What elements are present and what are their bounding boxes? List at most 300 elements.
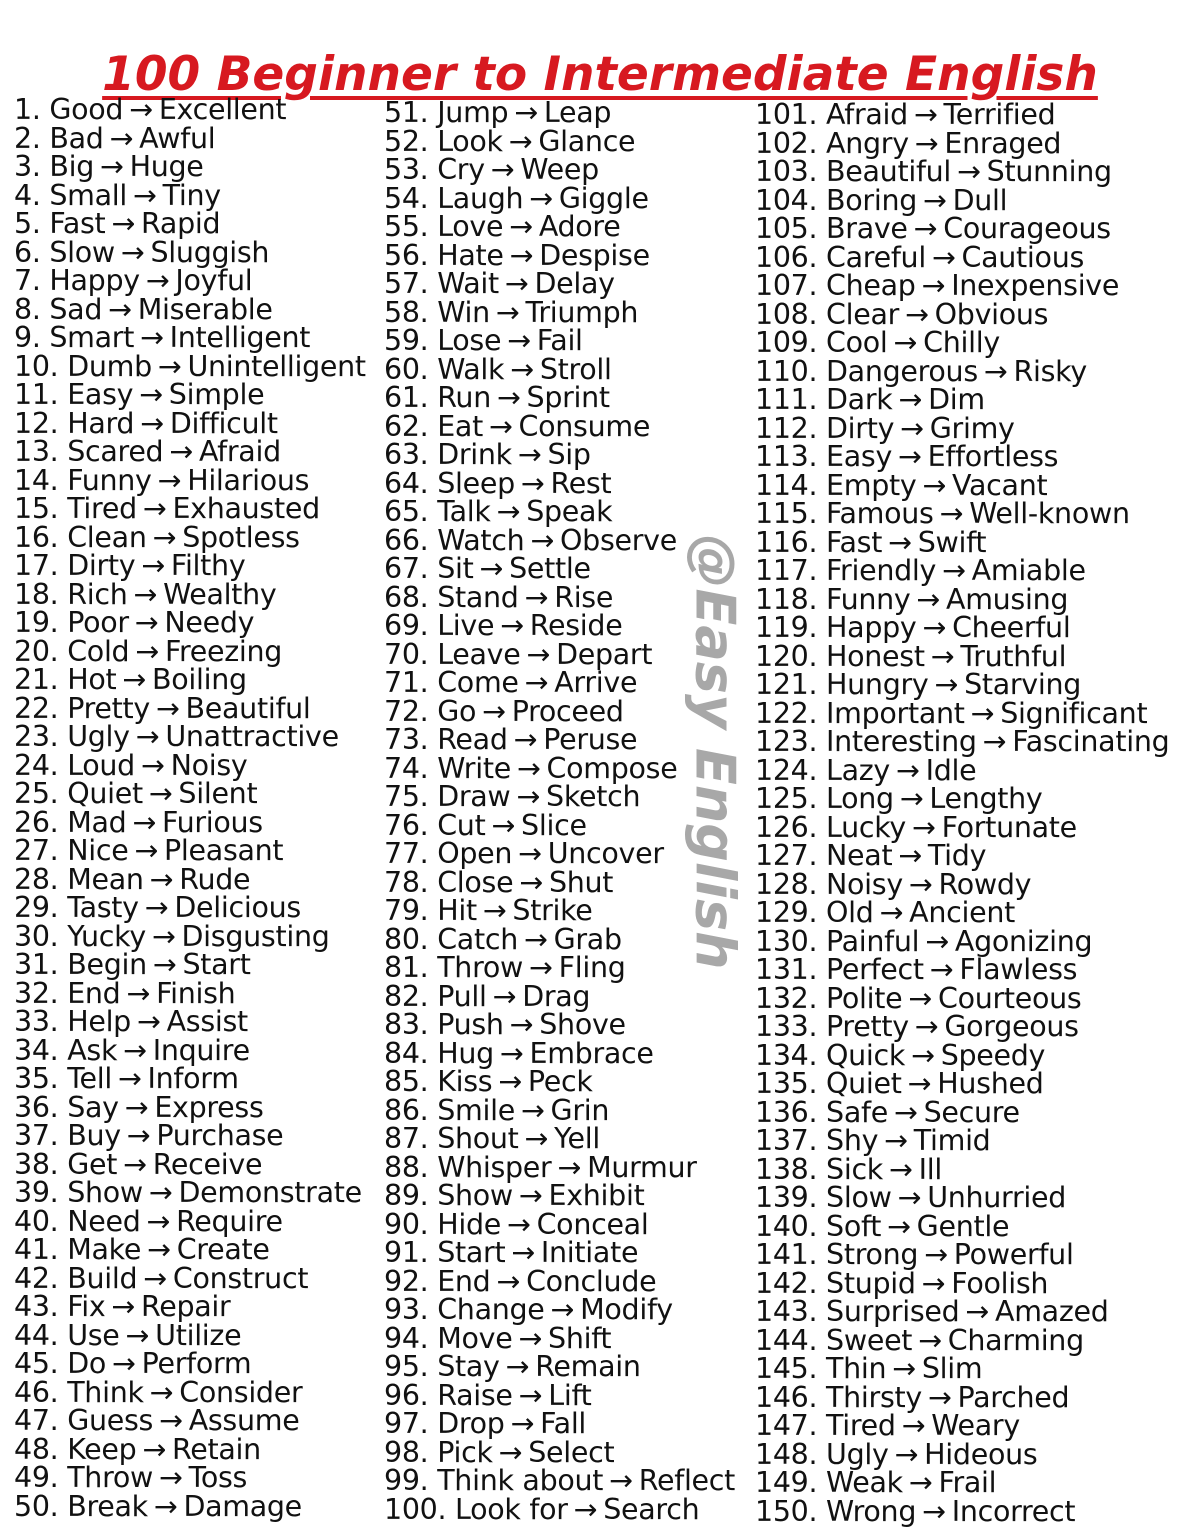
item-number: 13. [14,435,59,468]
basic-word: Funny [67,463,152,497]
item-number: 114. [755,468,818,502]
basic-word: Draw [437,780,511,813]
arrow-icon: → [924,1238,948,1271]
advanced-word: Delicious [174,891,301,924]
basic-word: Beautiful [826,155,952,188]
item-number: 69. [384,609,429,642]
basic-word: Show [67,1176,143,1209]
arrow-icon: → [923,183,947,217]
word-pair-item [384,523,735,557]
arrow-icon: → [140,406,164,440]
word-pair-item [384,1065,735,1098]
arrow-icon: → [912,810,936,844]
word-pair-item [384,609,735,642]
word-pair-item [14,1147,366,1181]
item-number: 41. [14,1233,59,1266]
basic-word: Hard [67,406,135,440]
basic-word: Old [826,896,874,929]
basic-word: Mean [67,862,144,896]
advanced-word: Speak [526,495,613,528]
arrow-icon: → [122,663,146,696]
word-pair-item [755,1209,1169,1243]
word-pair-item [384,951,735,984]
advanced-word: Amazed [995,1295,1109,1328]
advanced-word: Toss [188,1461,248,1494]
advanced-word: Rapid [141,207,221,240]
word-pair-item [755,240,1169,274]
arrow-icon: → [529,181,553,215]
basic-word: Win [437,295,490,329]
word-pair-item [755,639,1169,673]
arrow-icon: → [889,1152,913,1186]
word-pair-item [384,780,735,813]
item-number: 72. [384,694,429,728]
word-pair-item [384,1264,735,1298]
advanced-word: Depart [556,637,653,671]
word-pair-item [755,155,1169,188]
item-number: 97. [384,1407,429,1440]
basic-word: Dirty [67,549,136,582]
basic-word: Sleep [437,466,515,500]
advanced-word: Retain [172,1432,261,1466]
basic-word: Sad [49,292,103,326]
arrow-icon: → [111,1290,136,1323]
arrow-icon: → [925,924,949,958]
item-number: 121. [755,668,818,701]
word-pair-item [14,492,366,525]
basic-word: Drink [437,438,512,471]
advanced-word: Reflect [638,1464,736,1497]
word-list-column-2 [384,96,736,1526]
item-number: 44. [14,1318,59,1352]
word-pair-item [14,1204,366,1238]
item-number: 124. [755,753,818,787]
advanced-word: Perform [141,1347,252,1380]
basic-word: Soft [826,1209,882,1243]
arrow-icon: → [514,96,538,129]
advanced-word: Express [154,1090,264,1124]
item-number: 59. [384,324,429,357]
item-number: 146. [755,1380,818,1414]
item-number: 17. [14,549,59,582]
item-number: 55. [384,210,429,243]
advanced-word: Dim [928,383,985,416]
arrow-icon: → [914,1010,939,1043]
arrow-icon: → [908,1466,933,1499]
basic-word: Big [49,150,95,183]
arrow-icon: → [111,207,136,240]
advanced-word: Conceal [536,1207,649,1241]
advanced-word: Sip [547,438,591,471]
item-number: 86. [384,1093,429,1127]
basic-word: Talk [437,495,491,528]
arrow-icon: → [153,1489,178,1523]
advanced-word: Speedy [940,1038,1046,1072]
item-number: 65. [384,495,429,528]
item-number: 125. [755,782,818,815]
item-number: 82. [384,979,429,1013]
word-pair-item [14,1176,366,1209]
word-pair-item [755,924,1169,958]
basic-word: Guess [67,1404,154,1437]
advanced-word: Damage [183,1489,302,1523]
basic-word: Wrong [826,1494,917,1528]
item-number: 127. [755,839,818,872]
arrow-icon: → [911,1038,935,1072]
item-number: 87. [384,1122,429,1155]
arrow-icon: → [916,582,941,616]
advanced-word: Embrace [529,1036,654,1070]
word-pair-item [755,1352,1169,1385]
advanced-word: Simple [168,378,265,411]
advanced-word: Secure [923,1095,1020,1129]
arrow-icon: → [517,438,542,471]
item-number: 100. [384,1492,447,1526]
basic-word: Poor [67,606,129,639]
word-pair-item [755,354,1169,388]
advanced-word: Select [528,1435,615,1469]
arrow-icon: → [901,1409,926,1442]
advanced-word: Exhausted [172,492,320,525]
basic-word: Ask [67,1033,118,1067]
advanced-word: Powerful [953,1238,1074,1271]
advanced-word: Amusing [946,582,1069,616]
basic-word: Lazy [826,753,890,787]
item-number: 94. [384,1321,429,1355]
arrow-icon: → [511,1236,535,1269]
basic-word: Painful [826,924,920,958]
word-pair-item [384,808,735,842]
item-number: 11. [14,378,59,411]
word-pair-item [755,782,1169,815]
arrow-icon: → [479,552,504,585]
arrow-icon: → [169,435,193,468]
arrow-icon: → [894,1437,919,1471]
item-number: 64. [384,466,429,500]
word-pair-item [755,668,1169,701]
advanced-word: Afraid [198,435,281,468]
advanced-word: Cautious [961,240,1084,274]
item-number: 113. [755,440,818,473]
item-number: 5. [14,207,41,240]
word-pair-item [14,634,366,668]
word-pair-item [384,552,735,585]
item-number: 37. [14,1119,59,1152]
item-number: 15. [14,492,59,525]
word-pair-item [14,463,366,497]
advanced-word: Inform [147,1062,239,1095]
basic-word: Clear [826,297,900,331]
item-number: 137. [755,1124,818,1157]
item-number: 123. [755,725,818,758]
arrow-icon: → [513,723,538,756]
advanced-word: Grin [550,1093,610,1127]
basic-word: Long [826,782,894,815]
arrow-icon: → [149,862,174,896]
item-number: 21. [14,663,59,696]
advanced-word: Repair [141,1290,231,1323]
word-pair-item [384,295,735,329]
word-pair-item [14,435,366,468]
item-number: 89. [384,1179,429,1212]
advanced-word: Fall [540,1407,587,1440]
basic-word: Throw [67,1461,154,1494]
item-number: 102. [755,126,818,160]
basic-word: Wait [437,267,499,300]
watermark: @Easy English [683,534,747,970]
item-number: 93. [384,1293,429,1326]
advanced-word: Exhibit [548,1179,645,1212]
basic-word: Build [67,1261,138,1295]
item-number: 56. [384,238,429,272]
item-number: 80. [384,922,429,956]
arrow-icon: → [507,324,531,357]
word-pair-item [14,720,366,753]
advanced-word: Drag [522,979,591,1013]
item-number: 33. [14,1005,59,1038]
basic-word: Rich [67,577,128,611]
advanced-word: Slice [521,808,587,842]
advanced-word: Terrified [943,98,1056,131]
item-number: 73. [384,723,429,756]
arrow-icon: → [498,1065,522,1098]
item-number: 95. [384,1350,429,1383]
word-pair-item [755,1010,1169,1043]
word-pair-item [755,696,1169,730]
item-number: 117. [755,554,818,587]
word-pair-item [14,862,366,896]
item-number: 136. [755,1095,818,1129]
word-pair-item [14,919,366,953]
word-pair-item [14,1461,366,1494]
item-number: 34. [14,1033,59,1067]
arrow-icon: → [929,953,954,986]
item-number: 32. [14,976,59,1010]
item-number: 27. [14,834,59,867]
item-number: 40. [14,1204,59,1238]
word-pair-item [384,381,735,414]
item-number: 83. [384,1008,429,1041]
arrow-icon: → [109,121,134,155]
basic-word: Raise [437,1378,513,1412]
word-pair-item [755,554,1169,587]
word-pair-item [384,580,735,614]
advanced-word: Timid [913,1124,991,1157]
basic-word: Sick [826,1152,884,1186]
arrow-icon: → [155,691,180,725]
advanced-word: Search [603,1492,700,1526]
word-pair-item [384,1464,736,1497]
arrow-icon: → [157,349,182,383]
word-pair-item [14,292,366,326]
item-number: 122. [755,696,818,730]
word-pair-item [14,207,366,240]
arrow-icon: → [884,1124,908,1157]
advanced-word: Inquire [152,1033,250,1067]
basic-word: Shy [826,1124,879,1157]
advanced-word: Sluggish [150,235,270,269]
item-number: 14. [14,463,59,497]
arrow-icon: → [921,269,946,302]
advanced-word: Needy [164,606,255,639]
item-number: 115. [755,497,818,530]
item-number: 6. [14,235,41,269]
item-number: 111. [755,383,818,416]
basic-word: Perfect [826,953,924,986]
advanced-word: Sketch [546,780,641,813]
basic-word: Neat [826,839,893,872]
item-number: 118. [755,582,818,616]
arrow-icon: → [888,525,912,559]
arrow-icon: → [913,98,938,131]
word-pair-item [14,1318,366,1352]
word-pair-item [14,150,366,183]
arrow-icon: → [117,1062,142,1095]
arrow-icon: → [142,492,167,525]
item-number: 4. [14,178,41,212]
item-number: 61. [384,381,429,414]
word-pair-item [14,748,366,782]
arrow-icon: → [498,1435,523,1469]
item-number: 92. [384,1264,429,1298]
arrow-icon: → [922,1494,946,1528]
arrow-icon: → [123,1147,147,1181]
word-pair-item [384,1492,735,1526]
basic-word: Cheap [826,269,916,302]
arrow-icon: → [942,554,966,587]
arrow-icon: → [125,1318,150,1352]
advanced-word: Risky [1013,354,1087,388]
arrow-icon: → [133,178,157,212]
word-pair-item [384,181,735,215]
word-pair-item [384,666,735,699]
arrow-icon: → [490,153,515,186]
advanced-word: Furious [162,805,263,839]
advanced-word: Flawless [959,953,1078,986]
advanced-word: Foolish [951,1266,1049,1300]
basic-word: Nice [67,834,129,867]
item-number: 81. [384,951,429,984]
basic-word: Slow [49,235,115,269]
arrow-icon: → [914,126,939,160]
arrow-icon: → [927,1380,952,1414]
item-number: 30. [14,919,59,953]
word-pair-item [384,637,735,671]
word-pair-item [14,1432,366,1466]
advanced-word: Amiable [971,554,1086,587]
word-pair-item [384,894,735,927]
basic-word: Shout [437,1122,519,1155]
arrow-icon: → [159,1404,183,1437]
basic-word: Look [437,124,503,158]
arrow-icon: → [509,210,533,243]
item-number: 29. [14,891,59,924]
item-number: 70. [384,637,429,671]
advanced-word: Parched [957,1380,1070,1414]
basic-word: Strong [826,1238,919,1271]
word-pair-item [14,1290,366,1323]
advanced-word: Lift [548,1378,592,1412]
basic-word: Need [67,1204,141,1238]
item-number: 145. [755,1352,818,1385]
item-number: 2. [14,121,41,155]
basic-word: Cut [437,808,486,842]
word-pair-item [14,777,366,810]
item-number: 50. [14,1489,59,1523]
arrow-icon: → [529,951,553,984]
advanced-word: Consume [518,409,651,443]
word-pair-item [14,663,366,696]
advanced-word: Effortless [927,440,1059,473]
basic-word: Easy [67,378,134,411]
word-pair-item [14,235,366,269]
basic-word: Come [437,666,519,699]
advanced-word: Dull [952,183,1008,217]
item-number: 68. [384,580,429,614]
advanced-word: Fling [558,951,626,984]
arrow-icon: → [134,606,159,639]
arrow-icon: → [142,1432,167,1466]
advanced-word: Idle [925,753,977,787]
arrow-icon: → [523,922,548,956]
word-pair-item [14,577,366,611]
item-number: 66. [384,523,429,557]
item-number: 120. [755,639,818,673]
arrow-icon: → [905,297,929,331]
advanced-word: Consider [179,1375,303,1409]
basic-word: Pick [437,1435,493,1469]
advanced-word: Stroll [539,352,612,386]
basic-word: Buy [67,1119,121,1152]
arrow-icon: → [496,495,521,528]
word-pair-item [384,324,735,357]
advanced-word: Hilarious [187,463,310,497]
advanced-word: Proceed [511,694,624,728]
basic-word: Slow [826,1181,892,1214]
basic-word: Cool [826,326,888,359]
item-number: 46. [14,1375,59,1409]
arrow-icon: → [510,352,534,386]
item-number: 101. [755,98,818,131]
word-pair-item [384,1350,735,1383]
basic-word: Change [437,1293,545,1326]
basic-word: Catch [437,922,518,956]
word-pair-item [755,411,1169,445]
basic-word: Hungry [826,668,929,701]
word-pair-item [384,1378,735,1412]
word-pair-item [384,238,735,272]
basic-word: Do [67,1347,106,1380]
item-number: 10. [14,349,59,383]
advanced-word: Sprint [526,381,610,414]
arrow-icon: → [124,1090,149,1124]
advanced-word: Construct [172,1261,309,1295]
advanced-word: Huge [129,150,204,183]
advanced-word: Starving [964,668,1082,701]
item-number: 105. [755,212,818,245]
word-pair-item [755,582,1169,616]
arrow-icon: → [133,577,158,611]
word-pair-item [755,126,1169,160]
arrow-icon: → [518,1321,543,1355]
basic-word: Honest [826,639,925,673]
basic-word: Hate [437,238,504,272]
word-pair-item [384,153,735,186]
basic-word: Afraid [826,98,908,131]
arrow-icon: → [931,240,956,274]
arrow-icon: → [136,1005,161,1038]
item-number: 31. [14,948,59,981]
